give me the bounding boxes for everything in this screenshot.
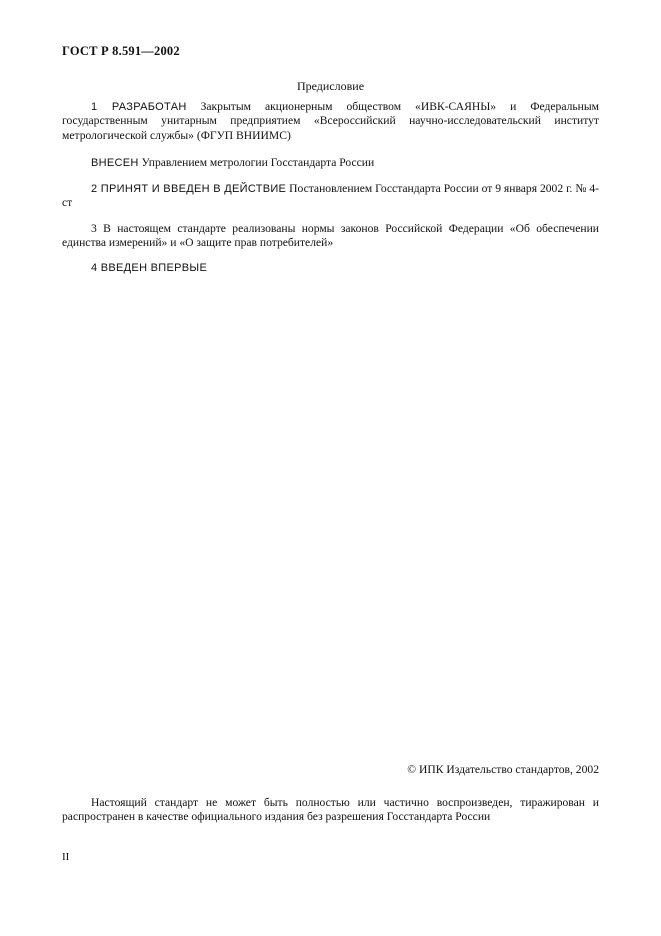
preface-title: Предисловие [296, 79, 365, 93]
preface-item-4 [62, 261, 599, 275]
preface-item-1-paragraph [62, 100, 599, 143]
preface-item-2-text: Постановлением Госстандарта России от 9 января 2002 г. № 4-ст [62, 182, 599, 210]
document-code: ГОСТ Р 8.591—2002 [62, 44, 180, 58]
preface-item-1b-text: Управлением метрологии Госстандарта России [138, 156, 375, 169]
preface-item-2 [62, 182, 599, 211]
preface-item-1b-lead: ВНЕСЕН [91, 157, 139, 169]
reproduction-notice [62, 796, 599, 825]
preface-item-1 [62, 100, 599, 143]
preface-item-1b-paragraph [62, 156, 599, 170]
copyright-line: © ИПК Издательство стандартов, 2002 [407, 763, 599, 776]
preface-item-4-lead: 4 ВВЕДЕН ВПЕРВЫЕ [91, 262, 208, 274]
reproduction-notice-text: Настоящий стандарт не может быть полностью или частично воспроизведен, тиражирован и распространен в качестве официального издания без разрешения Госстандарта России [62, 796, 599, 824]
preface-item-4-paragraph [62, 261, 599, 275]
page-number: II [62, 851, 70, 863]
preface-item-2-paragraph [62, 182, 599, 211]
preface-item-1-text: Закрытым акционерным обществом «ИВК-САЯНЫ» и Федеральным государственным унитарным предприятием «Всероссийский научно-исследовательский институт метрологической службы» (ФГУП ВНИИМС) [62, 100, 599, 142]
preface-item-1-lead: 1 РАЗРАБОТАН [91, 101, 187, 113]
preface-item-1b [62, 156, 599, 170]
preface-item-2-lead: 2 ПРИНЯТ И ВВЕДЕН В ДЕЙСТВИЕ [91, 183, 287, 195]
preface-item-3-paragraph: 3 В настоящем стандарте реализованы нормы законов Российской Федерации «Об обеспечении единства измерений» и «О защите прав потребителей» [62, 222, 599, 250]
preface-item-3 [62, 222, 599, 251]
